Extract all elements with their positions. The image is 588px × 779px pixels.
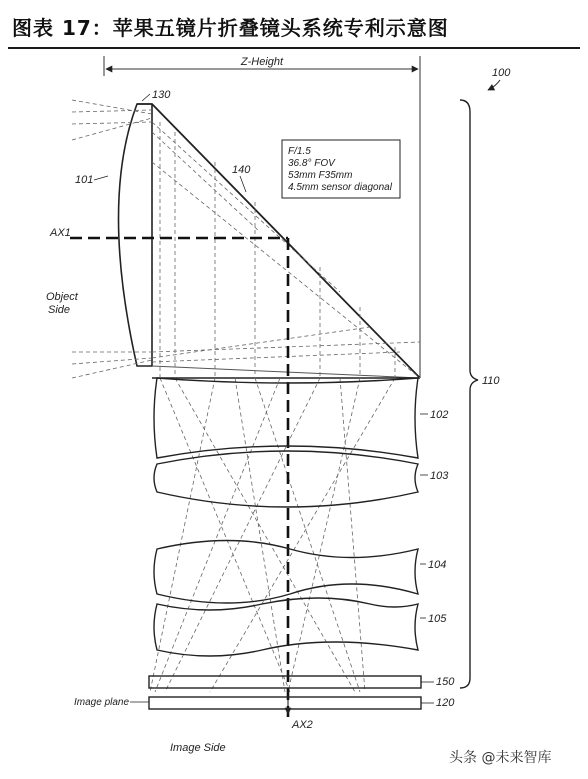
- lens-104: [154, 541, 418, 604]
- optical-axes: [49, 227, 313, 731]
- sensor-120: [149, 697, 421, 709]
- spec-sensor: 4.5mm sensor diagonal: [288, 182, 392, 193]
- spec-f-number: F/1.5: [288, 146, 311, 157]
- z-height-label: Z-Height: [240, 56, 284, 68]
- label-105: 105: [428, 613, 447, 625]
- fig-ref-label: 100: [492, 67, 511, 79]
- figure-title: 图表 17：苹果五镜片折叠镜头系统专利示意图: [12, 16, 449, 40]
- label-103: 103: [430, 470, 449, 482]
- lens-103: [154, 451, 418, 507]
- spec-box: [282, 140, 400, 198]
- label-101: 101: [75, 174, 94, 186]
- label-110: 110: [482, 375, 500, 387]
- fig-ref: [488, 67, 511, 90]
- object-side-label-line1: Object: [46, 291, 78, 303]
- label-130: 130: [152, 89, 171, 101]
- ax1-label: AX1: [50, 227, 71, 239]
- label-150: 150: [436, 676, 455, 688]
- object-side-label-line2: Side: [48, 304, 71, 316]
- image-plane-label: Image plane: [74, 697, 130, 708]
- spec-fov: 36.8° FOV: [288, 158, 335, 169]
- label-102: 102: [430, 409, 449, 421]
- header-rule: [8, 47, 580, 49]
- bracket-110: [460, 100, 500, 688]
- label-120: 120: [436, 697, 455, 709]
- figure-header: [0, 0, 588, 52]
- watermark: 头条 @未来智库: [445, 747, 555, 767]
- ax2-label: AX2: [292, 719, 313, 731]
- image-side-label: Image Side: [170, 742, 226, 754]
- label-140: 140: [232, 164, 251, 176]
- folded-rays: [150, 122, 395, 692]
- lens-105: [154, 598, 418, 656]
- lens-diagram: [0, 52, 588, 779]
- label-104: 104: [428, 559, 447, 571]
- filter-150: [149, 676, 421, 688]
- lens-102: [154, 378, 418, 458]
- spec-focal: 53mm F35mm: [288, 170, 353, 181]
